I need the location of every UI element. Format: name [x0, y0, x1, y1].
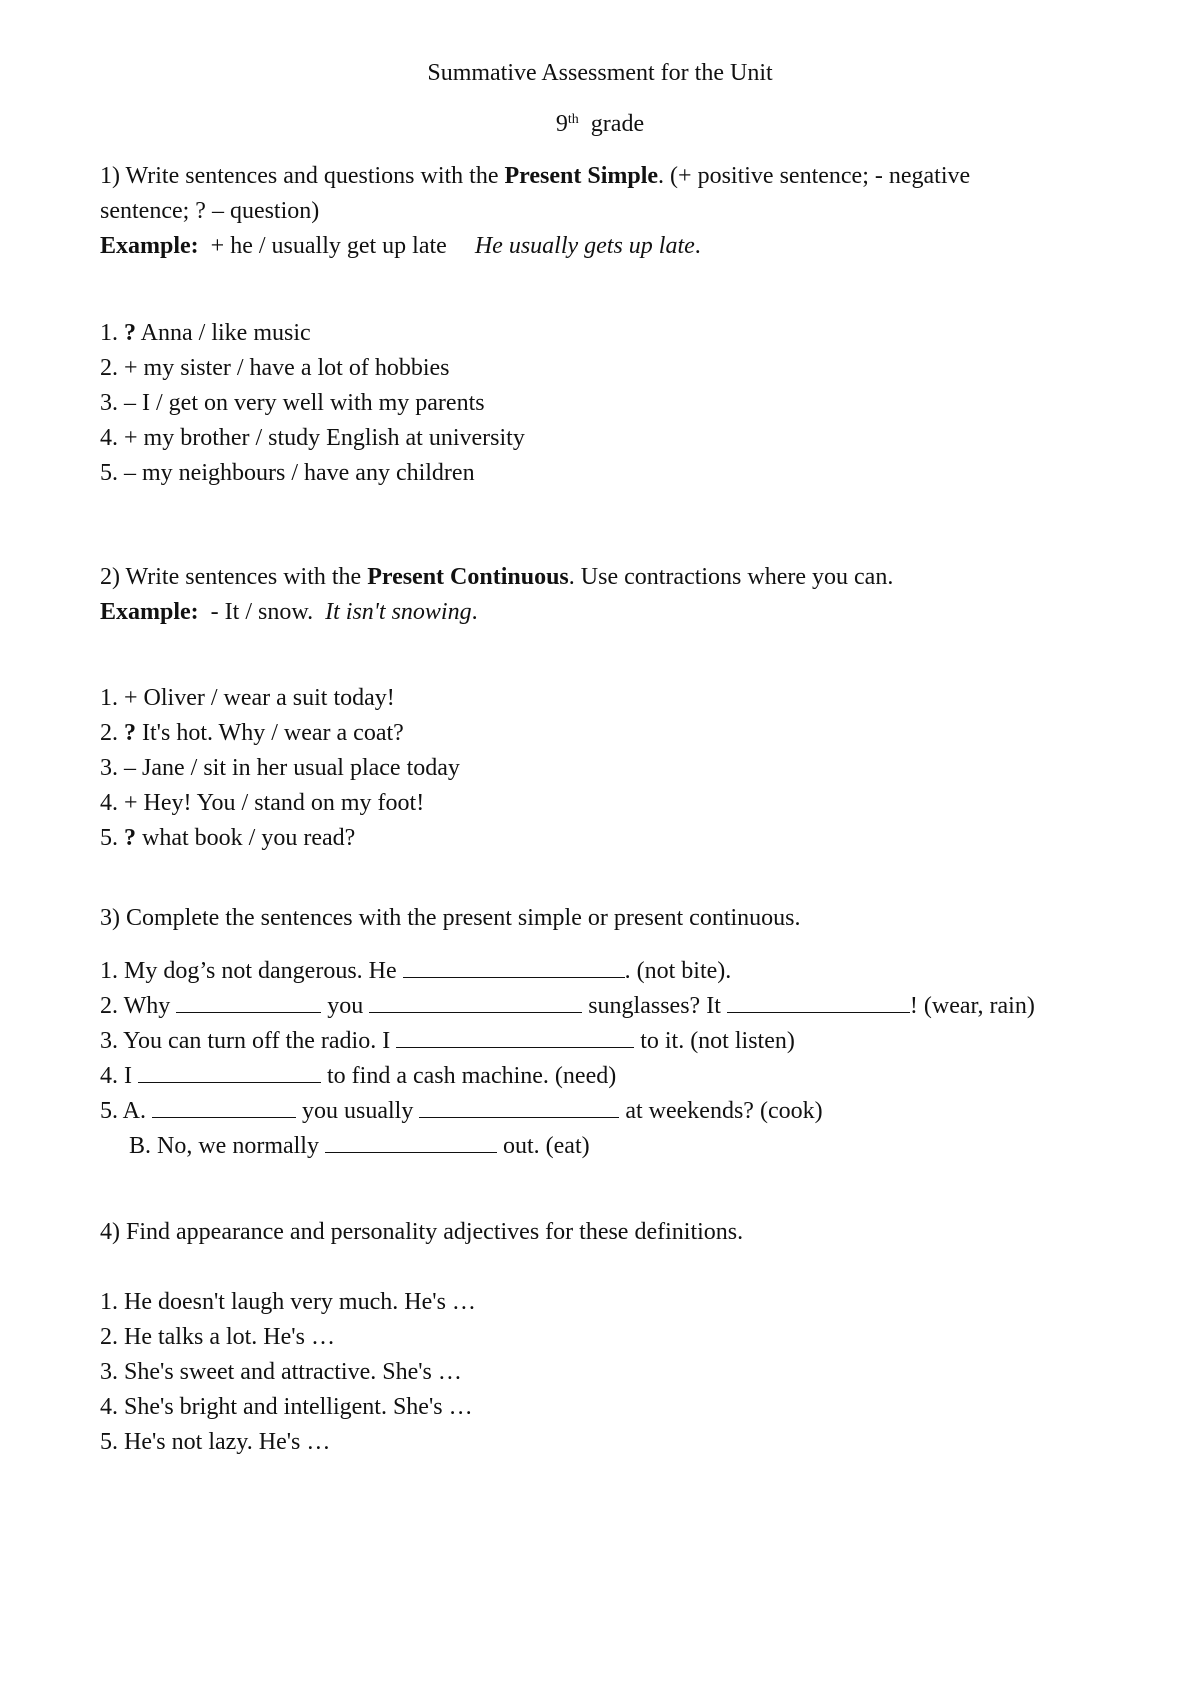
list-item: 1. He doesn't laugh very much. He's … — [100, 1289, 476, 1315]
page-title: Summative Assessment for the Unit — [427, 60, 773, 86]
example-answer: He usually gets up late — [474, 233, 695, 259]
grade-superscript: th — [567, 112, 579, 127]
fill-sentence: B. No, we normally out. (eat) — [129, 1130, 590, 1161]
section-2-heading-pre: 2) Write sentences with the — [100, 564, 368, 590]
fill-sentence: 3. You can turn off the radio. I to it. (not listen) — [100, 1025, 795, 1056]
section-3-heading: 3) Complete the sentences with the present simple or present continuous. — [100, 905, 801, 931]
section-2-heading-post: . Use contractions where you can. — [568, 564, 894, 590]
list-item: 5. ? what book / you read? — [100, 825, 356, 851]
answer-blank[interactable] — [138, 1060, 321, 1083]
answer-blank[interactable] — [419, 1095, 619, 1118]
list-item: 2. + my sister / have a lot of hobbies — [100, 355, 450, 381]
section-4-heading: 4) Find appearance and personality adjectives for these definitions. — [100, 1219, 744, 1245]
fill-sentence: 1. My dog’s not dangerous. He . (not bite). — [100, 955, 731, 986]
question-mark-icon: ? — [124, 320, 136, 346]
example-prompt: - It / snow. — [198, 599, 314, 625]
fill-sentence: 4. I to find a cash machine. (need) — [100, 1060, 616, 1091]
section-2-heading-bold: Present Continuous — [367, 564, 569, 590]
example-end: . — [694, 233, 701, 259]
example-end: . — [471, 599, 478, 625]
example-answer: It isn't snowing — [325, 599, 472, 625]
list-item: 4. She's bright and intelligent. She's … — [100, 1394, 473, 1420]
grade-number: 9 — [555, 111, 568, 137]
list-item: 1. + Oliver / wear a suit today! — [100, 685, 395, 711]
answer-blank[interactable] — [325, 1130, 497, 1153]
example-prompt: + he / usually get up late — [198, 233, 447, 259]
example-label: Example: — [100, 233, 199, 259]
section-1-example — [100, 231, 701, 261]
section-1-heading — [100, 161, 970, 191]
section-1-heading-line2: sentence; ? – question) — [100, 198, 320, 224]
fill-sentence: 5. A. you usually at weekends? (cook) — [100, 1095, 823, 1126]
list-item: 4. + Hey! You / stand on my foot! — [100, 790, 425, 816]
answer-blank[interactable] — [403, 955, 625, 978]
section-2-heading — [100, 562, 893, 592]
list-item: 3. – Jane / sit in her usual place today — [100, 755, 460, 781]
fill-sentence: 2. Why you sunglasses? It ! (wear, rain) — [100, 990, 1035, 1021]
grade-line — [0, 109, 1200, 139]
list-item: 4. + my brother / study English at university — [100, 425, 525, 451]
answer-blank[interactable] — [727, 990, 910, 1013]
answer-blank[interactable] — [396, 1025, 634, 1048]
question-mark-icon: ? — [124, 825, 136, 851]
list-item: 1. ? Anna / like music — [100, 320, 311, 346]
grade-word: grade — [590, 111, 645, 137]
list-item: 2. ? It's hot. Why / wear a coat? — [100, 720, 404, 746]
answer-blank[interactable] — [369, 990, 582, 1013]
section-2-example — [100, 597, 478, 627]
list-item: 3. She's sweet and attractive. She's … — [100, 1359, 462, 1385]
section-1-heading-post: . (+ positive sentence; - negative — [658, 163, 971, 189]
list-item: 5. He's not lazy. He's … — [100, 1429, 331, 1455]
question-mark-icon: ? — [124, 720, 136, 746]
list-item: 5. – my neighbours / have any children — [100, 460, 475, 486]
list-item: 2. He talks a lot. He's … — [100, 1324, 335, 1350]
section-1-heading-bold: Present Simple — [504, 163, 659, 189]
answer-blank[interactable] — [152, 1095, 296, 1118]
answer-blank[interactable] — [176, 990, 321, 1013]
list-item: 3. – I / get on very well with my parents — [100, 390, 485, 416]
section-1-heading-pre: 1) Write sentences and questions with the — [100, 163, 505, 189]
example-label: Example: — [100, 599, 199, 625]
